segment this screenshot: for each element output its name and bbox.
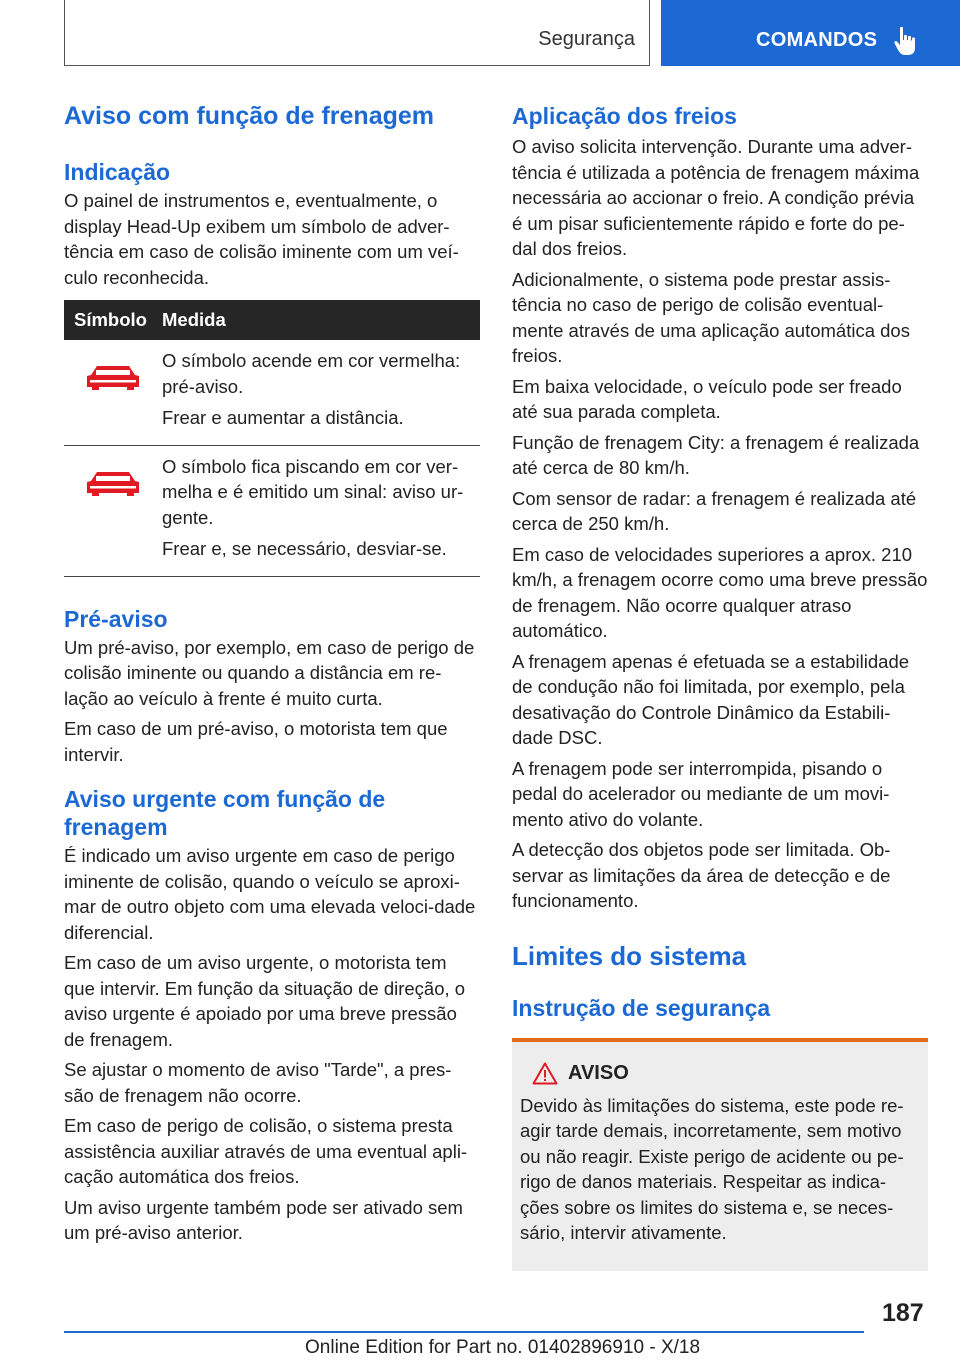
warning-triangle-icon — [532, 1062, 558, 1085]
header-section-box — [64, 0, 650, 66]
table-header-symbol: Símbolo — [74, 309, 147, 330]
paragraph-pre-aviso-1: Um pré-aviso, por exemplo, em caso de perigo de colisão iminente ou quando a distância em re‐lação ao veículo à frente é muito curta. — [64, 636, 475, 709]
header-section-title: Segurança — [538, 28, 635, 50]
paragraph-urgente-4: Em caso de perigo de colisão, o sistema presta assistência auxiliar através de uma eventual apli‐cação automática dos freios. — [64, 1115, 468, 1187]
paragraph-urgente-3: Se ajustar o momento de aviso "Tarde", a pres‐são de frenagem não ocorre. — [64, 1059, 452, 1106]
paragraph-aplicacao-9: A detecção dos objetos pode ser limitada. Ob‐servar as limitações da área de detecção e de funcionamento. — [512, 839, 891, 911]
table-row1-text2: Frear e aumentar a distância. — [162, 407, 404, 428]
heading-indicacao: Indicação — [64, 159, 171, 185]
paragraph-aplicacao-8: A frenagem pode ser interrompida, pisando o pedal do acelerador ou mediante de um movi‐mento ativo do volante. — [512, 757, 890, 830]
heading-limites-sistema: Limites do sistema — [512, 940, 747, 971]
paragraph-aplicacao-7: A frenagem apenas é efetuada se a estabilidade de condução não foi limitada, por exemplo, pela desativação do Controle Dinâmico da Estabili‐dade DSC. — [512, 650, 910, 748]
symbol-table — [64, 300, 480, 577]
heading-aplicacao-freios: Aplicação dos freios — [512, 103, 737, 129]
heading-pre-aviso: Pré-aviso — [64, 605, 168, 632]
warning-box — [512, 1038, 928, 1271]
table-row — [64, 340, 480, 446]
paragraph-indicacao: O painel de instrumentos e, eventualmente, o display Head-Up exibem um símbolo de adver‐tência em caso de colisão iminente com um veí‐culo reconhecida. — [64, 190, 459, 288]
paragraph-aplicacao-3: Em baixa velocidade, o veículo pode ser freado até sua parada completa. — [512, 375, 902, 422]
footer-divider — [64, 1331, 864, 1333]
warning-text: Devido às limitações do sistema, este pode re‐agir tarde demais, incorretamente, sem motivo ou não reagir. Existe perigo de acidente ou pe‐rigo de danos materiais. Respeitar as indica‐ções sobre os limites do sistema e, se neces‐sário, intervir ativamente. — [520, 1094, 904, 1243]
right-column — [512, 100, 928, 1271]
paragraph-aplicacao-6: Em caso de velocidades superiores a aprox. 210 km/h, a frenagem ocorre como uma breve pressão de frenagem. Não ocorre qualquer atraso automático. — [512, 543, 928, 641]
table-row — [64, 446, 480, 577]
heading-aviso-frenagem: Aviso com função de frenagem — [64, 102, 434, 130]
table-row2-text1: O símbolo fica piscando em cor ver‐melha e é emitido um sinal: aviso ur‐gente. — [162, 455, 464, 528]
paragraph-urgente-5: Um aviso urgente também pode ser ativado sem um pré-aviso anterior. — [64, 1196, 463, 1243]
table-header — [64, 300, 480, 340]
table-row1-text1: O símbolo acende em cor vermelha: pré-aviso. — [162, 350, 461, 397]
paragraph-aplicacao-2: Adicionalmente, o sistema pode prestar assis‐tência no caso de perigo de colisão eventual‐mente através de uma aplicação automática dos freios. — [512, 268, 910, 366]
footer-edition: Online Edition for Part no. 01402896910 - X/18 — [305, 1337, 701, 1358]
page-number: 187 — [882, 1299, 924, 1327]
pointing-hand-icon — [894, 26, 922, 56]
warning-title-row — [520, 1062, 918, 1085]
heading-instrucao-seguranca: Instrução de segurança — [512, 994, 771, 1021]
paragraph-aplicacao-5: Com sensor de radar: a frenagem é realizada até cerca de 250 km/h. — [512, 487, 917, 534]
paragraph-urgente-1: É indicado um aviso urgente em caso de perigo iminente de colisão, quando o veículo se aproxi‐mar de outro objeto com uma elevada veloci‐dade diferencial. — [64, 845, 476, 943]
car-warning-icon — [85, 362, 141, 392]
header-chapter-tab — [661, 0, 960, 66]
paragraph-aplicacao-1: O aviso solicita intervenção. Durante uma adver‐tência é utilizada a potência de frenagem máxima necessária ao accionar o freio. A condição prévia é um pisar suficientemente rápido e forte do pe‐dal dos freios. — [512, 136, 920, 259]
table-row2-text2: Frear e, se necessário, desviar-se. — [162, 538, 447, 559]
warning-title: AVISO — [568, 1061, 629, 1084]
table-header-measure: Medida — [162, 309, 226, 330]
paragraph-urgente-2: Em caso de um aviso urgente, o motorista tem que intervir. Em função da situação de direção, o aviso urgente é apoiado por uma breve pressão de frenagem. — [64, 952, 466, 1050]
car-warning-icon — [85, 468, 141, 498]
header-chapter-title: COMANDOS — [756, 29, 878, 51]
paragraph-aplicacao-4: Função de frenagem City: a frenagem é realizada até cerca de 80 km/h. — [512, 431, 920, 478]
heading-aviso-urgente: Aviso urgente com função de frenagem — [64, 786, 386, 840]
paragraph-pre-aviso-2: Em caso de um pré-aviso, o motorista tem que intervir. — [64, 718, 448, 765]
left-column — [64, 100, 480, 1251]
